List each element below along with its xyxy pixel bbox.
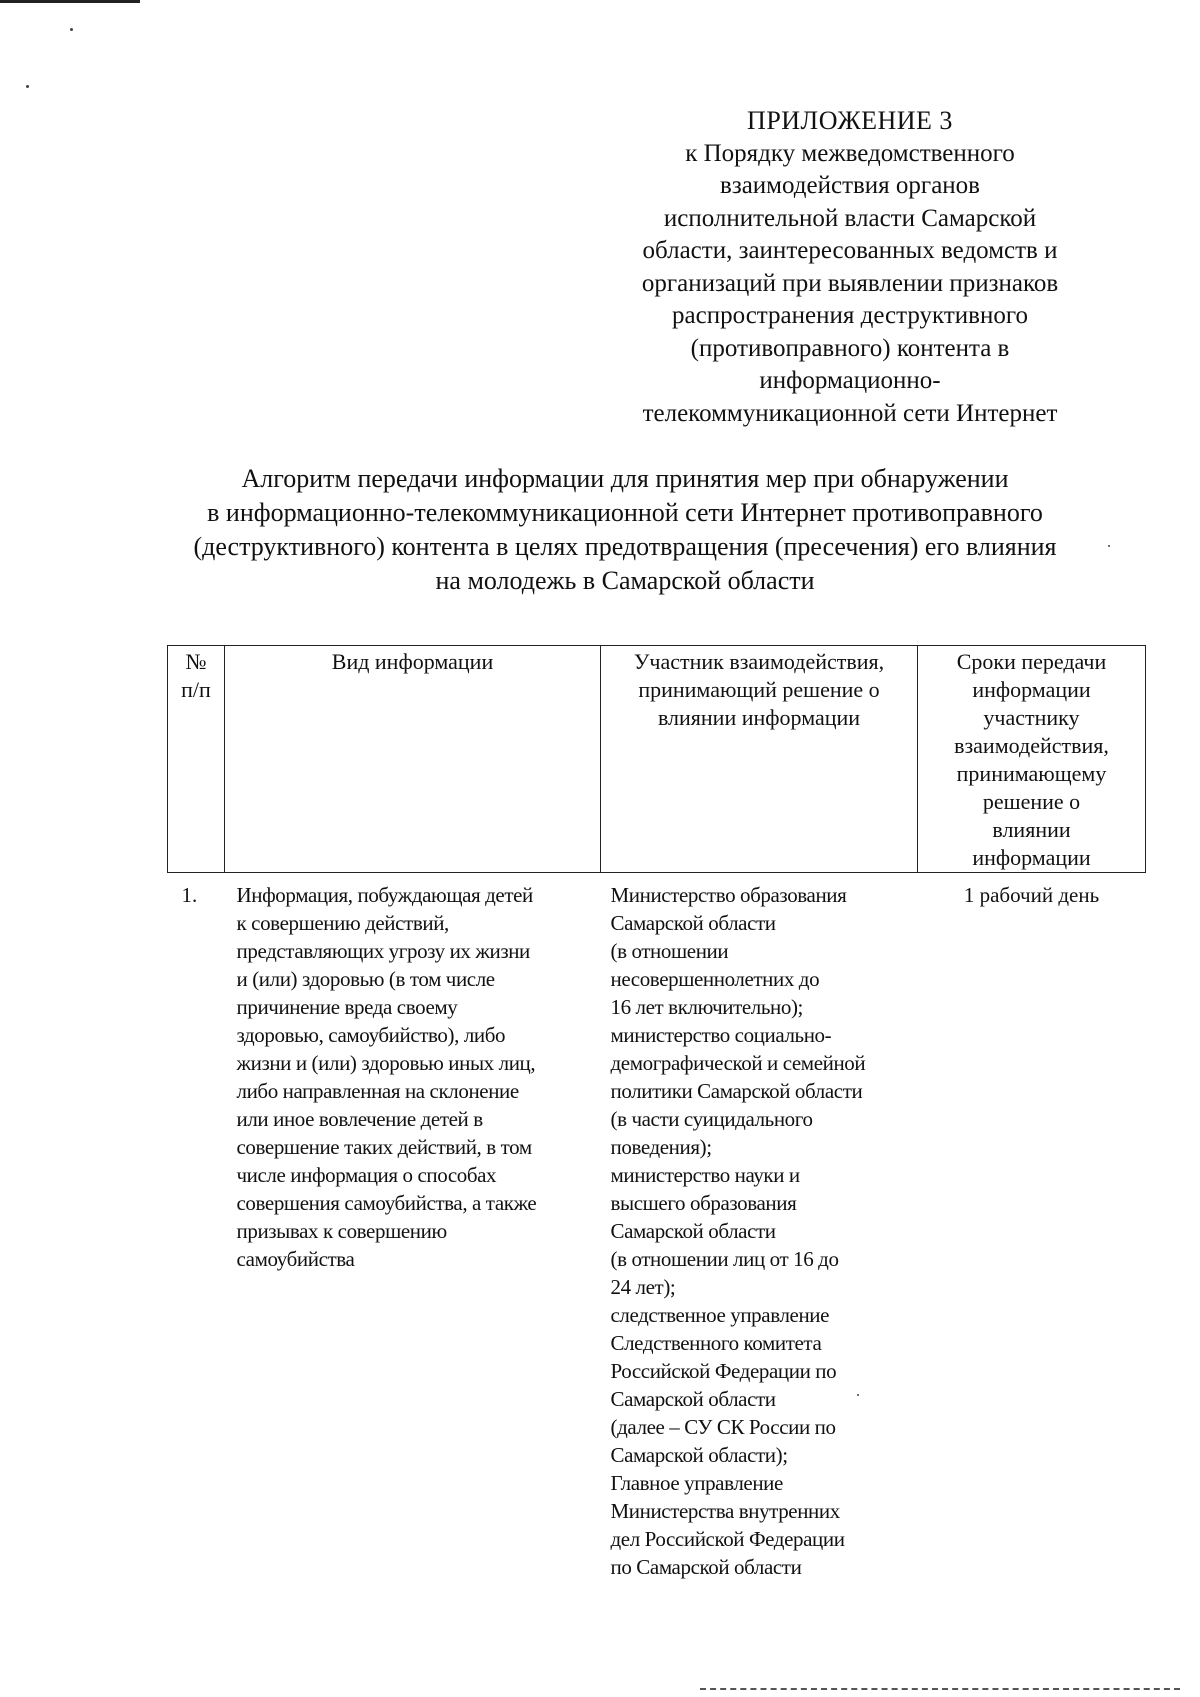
cell-line: Самарской области <box>610 1219 776 1243</box>
appendix-line: области, заинтересованных ведомств и <box>642 237 1058 264</box>
scan-speck <box>1108 545 1110 547</box>
header-number <box>168 646 225 873</box>
header-line: № <box>185 649 207 674</box>
cell-line: несовершеннолетних до <box>610 967 820 991</box>
cell-line: Самарской области); <box>610 1443 788 1467</box>
title-line: в информационно-телекоммуникационной сети Интернет противоправного <box>207 498 1043 527</box>
title-line: (деструктивного) контента в целях предотвращения (пресечения) его влияния <box>193 532 1057 561</box>
header-line: взаимодействия, <box>954 733 1109 758</box>
cell-line: дел Российской Федерации <box>610 1527 845 1551</box>
header-line: влиянии информации <box>657 705 861 730</box>
document-title <box>150 462 1100 598</box>
appendix-line: к Порядку межведомственного <box>685 139 1015 167</box>
cell-line: призывах к совершению <box>236 1219 447 1243</box>
appendix-line: телекоммуникационной сети Интернет <box>642 399 1058 427</box>
cell-line: 16 лет включительно); <box>610 995 803 1019</box>
header-line: информации <box>972 677 1091 702</box>
cell-line: Министерство образования <box>610 883 847 907</box>
header-line: решение о <box>982 789 1081 814</box>
appendix-line: исполнительной власти Самарской <box>663 204 1037 232</box>
header-line: принимающий решение о <box>638 677 880 702</box>
cell-line: 24 лет); <box>610 1275 676 1299</box>
cell-line: совершение таких действий, в том <box>236 1135 532 1159</box>
scan-speck <box>26 85 29 88</box>
title-line: Алгоритм передачи информации для принятия мер при обнаружении <box>241 464 1009 493</box>
appendix-heading: ПРИЛОЖЕНИЕ 3 <box>747 106 953 135</box>
cell-line: числе информация о способах <box>236 1163 497 1187</box>
table-header-row <box>168 646 1146 873</box>
title-line: на молодежь в Самарской области <box>435 566 815 595</box>
cell-line: высшего образования <box>610 1191 797 1215</box>
appendix-line: информационно- <box>759 367 941 394</box>
appendix-line: распространения деструктивного <box>672 302 1028 329</box>
cell-line: либо направленная на склонение <box>236 1079 519 1103</box>
row-kind <box>225 873 601 1582</box>
header-line: п/п <box>181 677 211 702</box>
scan-speck <box>70 28 73 31</box>
appendix-line: организаций при выявлении признаков <box>641 269 1059 297</box>
cell-line: Информация, побуждающая детей <box>236 883 533 907</box>
algorithm-table <box>167 645 1146 1581</box>
header-line: Сроки передачи <box>956 649 1107 674</box>
cell-line: Российской Федерации по <box>610 1359 837 1383</box>
header-participant <box>601 646 918 873</box>
cell-line: (в отношении <box>610 939 729 963</box>
cell-line: министерство науки и <box>610 1163 800 1187</box>
cell-line: (далее – СУ СК России по <box>610 1415 836 1439</box>
cell-line: и (или) здоровью (в том числе <box>236 967 495 991</box>
cell-line: по Самарской области <box>610 1555 802 1579</box>
appendix-line: взаимодействия органов <box>720 172 980 199</box>
cell-line: Министерства внутренних <box>610 1499 840 1523</box>
header-line: влиянии <box>992 817 1071 842</box>
row-term: 1 рабочий день <box>963 883 1100 907</box>
row-participant <box>601 873 918 1582</box>
cell-line: к совершению действий, <box>236 911 449 935</box>
cell-line: Следственного комитета <box>610 1331 822 1355</box>
header-line: участнику <box>983 705 1080 730</box>
table-row <box>168 873 1146 1582</box>
cell-line: самоубийства <box>236 1247 355 1271</box>
header-line: принимающему <box>956 761 1107 786</box>
header-line: информации <box>972 845 1091 870</box>
cell-line: Самарской области <box>610 911 776 935</box>
cell-line: (в части суицидального <box>610 1107 813 1131</box>
appendix-block <box>600 105 1100 430</box>
cell-line: (в отношении лиц от 16 до <box>610 1247 839 1271</box>
cell-line: или иное вовлечение детей в <box>236 1107 483 1131</box>
cell-line: причинение вреда своему <box>236 995 458 1019</box>
header-term <box>918 646 1146 873</box>
cell-line: представляющих угрозу их жизни <box>236 939 530 963</box>
appendix-line: (противоправного) контента в <box>690 334 1010 362</box>
scan-edge-line <box>0 0 140 3</box>
cell-line: здоровью, самоубийство), либо <box>236 1023 506 1047</box>
row-number: 1. <box>181 883 198 907</box>
scan-edge-line <box>700 1688 1180 1690</box>
header-line: Участник взаимодействия, <box>633 649 885 674</box>
cell-line: министерство социально- <box>610 1023 832 1047</box>
header-line: Вид информации <box>331 649 494 674</box>
cell-line: жизни и (или) здоровью иных лиц, <box>236 1051 536 1075</box>
cell-line: Главное управление <box>610 1471 783 1495</box>
cell-line: поведения); <box>610 1135 712 1159</box>
cell-line: Самарской области <box>610 1387 776 1411</box>
header-kind <box>225 646 601 873</box>
cell-line: демографической и семейной <box>610 1051 866 1075</box>
cell-line: политики Самарской области <box>610 1079 863 1103</box>
cell-line: следственное управление <box>610 1303 830 1327</box>
cell-line: совершения самоубийства, а также <box>236 1191 537 1215</box>
